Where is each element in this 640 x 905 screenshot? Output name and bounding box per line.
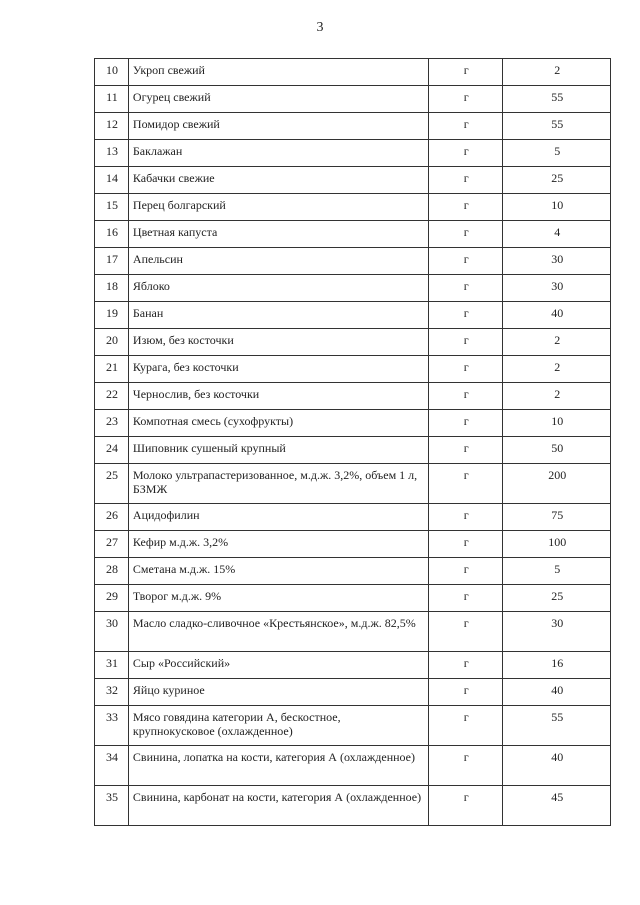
unit-cell: г bbox=[428, 437, 503, 464]
unit-cell: г bbox=[428, 59, 503, 86]
unit-cell: г bbox=[428, 167, 503, 194]
product-name-cell: Курага, без косточки bbox=[128, 356, 428, 383]
quantity-cell: 5 bbox=[503, 140, 611, 167]
unit-cell: г bbox=[428, 275, 503, 302]
unit-cell: г bbox=[428, 329, 503, 356]
table-row bbox=[95, 679, 611, 706]
quantity-cell: 25 bbox=[503, 167, 611, 194]
unit-cell: г bbox=[428, 410, 503, 437]
product-name-cell: Яблоко bbox=[128, 275, 428, 302]
unit-cell: г bbox=[428, 302, 503, 329]
product-name-cell: Банан bbox=[128, 302, 428, 329]
products-table-body bbox=[95, 59, 611, 826]
product-name-cell: Шиповник сушеный крупный bbox=[128, 437, 428, 464]
unit-cell: г bbox=[428, 652, 503, 679]
row-number-cell: 23 bbox=[95, 410, 129, 437]
product-name-cell: Кабачки свежие bbox=[128, 167, 428, 194]
row-number-cell: 16 bbox=[95, 221, 129, 248]
unit-cell: г bbox=[428, 356, 503, 383]
table-row bbox=[95, 558, 611, 585]
table-row bbox=[95, 410, 611, 437]
table-row bbox=[95, 356, 611, 383]
products-table bbox=[94, 58, 611, 826]
quantity-cell: 40 bbox=[503, 302, 611, 329]
row-number-cell: 35 bbox=[95, 786, 129, 826]
product-name-cell: Апельсин bbox=[128, 248, 428, 275]
row-number-cell: 17 bbox=[95, 248, 129, 275]
table-row bbox=[95, 194, 611, 221]
unit-cell: г bbox=[428, 464, 503, 504]
product-name-cell: Баклажан bbox=[128, 140, 428, 167]
table-row bbox=[95, 86, 611, 113]
quantity-cell: 30 bbox=[503, 248, 611, 275]
unit-cell: г bbox=[428, 706, 503, 746]
quantity-cell: 2 bbox=[503, 329, 611, 356]
quantity-cell: 100 bbox=[503, 531, 611, 558]
quantity-cell: 40 bbox=[503, 679, 611, 706]
product-name-cell: Огурец свежий bbox=[128, 86, 428, 113]
unit-cell: г bbox=[428, 86, 503, 113]
unit-cell: г bbox=[428, 558, 503, 585]
product-name-cell: Укроп свежий bbox=[128, 59, 428, 86]
table-row bbox=[95, 652, 611, 679]
row-number-cell: 19 bbox=[95, 302, 129, 329]
table-row bbox=[95, 113, 611, 140]
row-number-cell: 11 bbox=[95, 86, 129, 113]
table-row bbox=[95, 140, 611, 167]
row-number-cell: 13 bbox=[95, 140, 129, 167]
row-number-cell: 21 bbox=[95, 356, 129, 383]
quantity-cell: 10 bbox=[503, 410, 611, 437]
quantity-cell: 2 bbox=[503, 356, 611, 383]
quantity-cell: 25 bbox=[503, 585, 611, 612]
table-row bbox=[95, 612, 611, 652]
row-number-cell: 20 bbox=[95, 329, 129, 356]
quantity-cell: 40 bbox=[503, 746, 611, 786]
table-row bbox=[95, 464, 611, 504]
row-number-cell: 12 bbox=[95, 113, 129, 140]
unit-cell: г bbox=[428, 248, 503, 275]
table-row bbox=[95, 504, 611, 531]
table-row bbox=[95, 302, 611, 329]
quantity-cell: 4 bbox=[503, 221, 611, 248]
unit-cell: г bbox=[428, 221, 503, 248]
product-name-cell: Молоко ультрапастеризованное, м.д.ж. 3,2%, объем 1 л, БЗМЖ bbox=[128, 464, 428, 504]
table-row bbox=[95, 706, 611, 746]
unit-cell: г bbox=[428, 612, 503, 652]
row-number-cell: 22 bbox=[95, 383, 129, 410]
table-row bbox=[95, 786, 611, 826]
quantity-cell: 5 bbox=[503, 558, 611, 585]
row-number-cell: 18 bbox=[95, 275, 129, 302]
product-name-cell: Мясо говядина категории А, бескостное, крупнокусковое (охлажденное) bbox=[128, 706, 428, 746]
product-name-cell: Свинина, лопатка на кости, категория А (охлажденное) bbox=[128, 746, 428, 786]
product-name-cell: Помидор свежий bbox=[128, 113, 428, 140]
product-name-cell: Масло сладко-сливочное «Крестьянское», м.д.ж. 82,5% bbox=[128, 612, 428, 652]
table-row bbox=[95, 59, 611, 86]
product-name-cell: Сметана м.д.ж. 15% bbox=[128, 558, 428, 585]
table-row bbox=[95, 275, 611, 302]
row-number-cell: 29 bbox=[95, 585, 129, 612]
product-name-cell: Ацидофилин bbox=[128, 504, 428, 531]
row-number-cell: 30 bbox=[95, 612, 129, 652]
row-number-cell: 25 bbox=[95, 464, 129, 504]
unit-cell: г bbox=[428, 585, 503, 612]
unit-cell: г bbox=[428, 140, 503, 167]
unit-cell: г bbox=[428, 786, 503, 826]
product-name-cell: Сыр «Российский» bbox=[128, 652, 428, 679]
page-number: 3 bbox=[316, 20, 324, 35]
quantity-cell: 2 bbox=[503, 59, 611, 86]
table-row bbox=[95, 248, 611, 275]
quantity-cell: 30 bbox=[503, 275, 611, 302]
product-name-cell: Компотная смесь (сухофрукты) bbox=[128, 410, 428, 437]
unit-cell: г bbox=[428, 746, 503, 786]
row-number-cell: 14 bbox=[95, 167, 129, 194]
quantity-cell: 10 bbox=[503, 194, 611, 221]
table-row bbox=[95, 746, 611, 786]
product-name-cell: Свинина, карбонат на кости, категория А (охлажденное) bbox=[128, 786, 428, 826]
unit-cell: г bbox=[428, 113, 503, 140]
row-number-cell: 28 bbox=[95, 558, 129, 585]
table-row bbox=[95, 221, 611, 248]
row-number-cell: 32 bbox=[95, 679, 129, 706]
row-number-cell: 33 bbox=[95, 706, 129, 746]
quantity-cell: 55 bbox=[503, 113, 611, 140]
row-number-cell: 10 bbox=[95, 59, 129, 86]
table-row bbox=[95, 383, 611, 410]
unit-cell: г bbox=[428, 194, 503, 221]
product-name-cell: Чернослив, без косточки bbox=[128, 383, 428, 410]
row-number-cell: 34 bbox=[95, 746, 129, 786]
unit-cell: г bbox=[428, 383, 503, 410]
quantity-cell: 45 bbox=[503, 786, 611, 826]
product-name-cell: Яйцо куриное bbox=[128, 679, 428, 706]
product-name-cell: Перец болгарский bbox=[128, 194, 428, 221]
table-row bbox=[95, 167, 611, 194]
table-row bbox=[95, 437, 611, 464]
table-row bbox=[95, 329, 611, 356]
quantity-cell: 55 bbox=[503, 706, 611, 746]
unit-cell: г bbox=[428, 531, 503, 558]
row-number-cell: 31 bbox=[95, 652, 129, 679]
unit-cell: г bbox=[428, 504, 503, 531]
row-number-cell: 27 bbox=[95, 531, 129, 558]
quantity-cell: 55 bbox=[503, 86, 611, 113]
table-row bbox=[95, 531, 611, 558]
row-number-cell: 15 bbox=[95, 194, 129, 221]
product-name-cell: Творог м.д.ж. 9% bbox=[128, 585, 428, 612]
quantity-cell: 30 bbox=[503, 612, 611, 652]
product-name-cell: Изюм, без косточки bbox=[128, 329, 428, 356]
quantity-cell: 16 bbox=[503, 652, 611, 679]
quantity-cell: 2 bbox=[503, 383, 611, 410]
quantity-cell: 50 bbox=[503, 437, 611, 464]
product-name-cell: Цветная капуста bbox=[128, 221, 428, 248]
table-row bbox=[95, 585, 611, 612]
row-number-cell: 26 bbox=[95, 504, 129, 531]
quantity-cell: 200 bbox=[503, 464, 611, 504]
unit-cell: г bbox=[428, 679, 503, 706]
row-number-cell: 24 bbox=[95, 437, 129, 464]
product-name-cell: Кефир м.д.ж. 3,2% bbox=[128, 531, 428, 558]
quantity-cell: 75 bbox=[503, 504, 611, 531]
